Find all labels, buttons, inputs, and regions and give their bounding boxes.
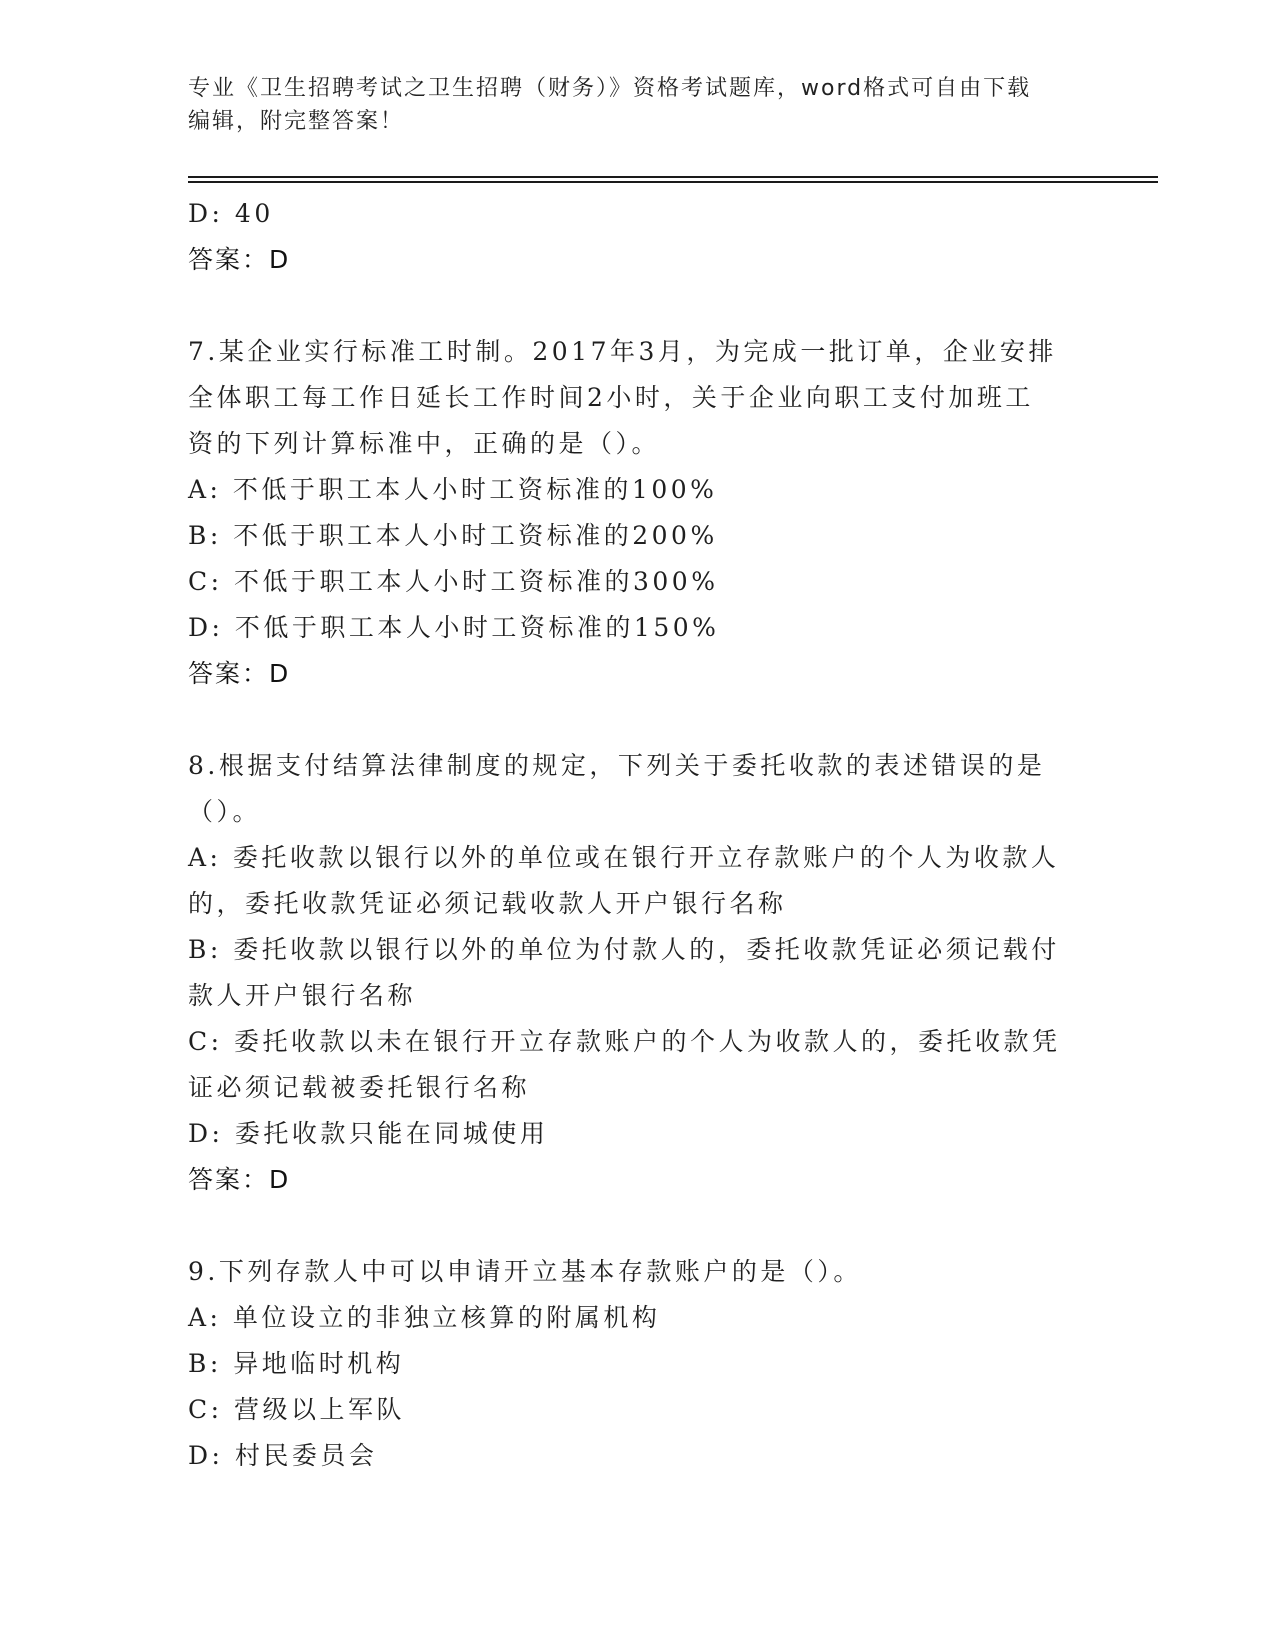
document-header [188,72,1068,138]
option-b: B: 委托收款以银行以外的单位为付款人的，委托收款凭证必须记载付 [188,935,1060,964]
option-d: D: 不低于职工本人小时工资标准的150% [188,613,720,642]
header-divider-top [188,176,1158,178]
question-8 [188,743,1088,1203]
question-list [188,191,1088,1479]
option-d: D: 村民委员会 [188,1441,378,1470]
option-d: D: 委托收款只能在同城使用 [188,1119,549,1148]
question-stem-line: 9.下列存款人中可以申请开立基本存款账户的是（）。 [188,1257,862,1286]
option-c: C: 不低于职工本人小时工资标准的300% [188,567,719,596]
previous-question-tail [188,191,1088,283]
header-line-1: 专业《卫生招聘考试之卫生招聘（财务）》资格考试题库，word格式可自由下载 [188,76,1032,101]
spacer [188,1203,1088,1249]
header-divider-bottom [188,181,1158,183]
header-line-2: 编辑，附完整答案！ [188,109,405,134]
option-b: B: 异地临时机构 [188,1349,405,1378]
question-7 [188,329,1088,697]
option-b-continued: 款人开户银行名称 [188,981,417,1010]
option-c: C: 委托收款以未在银行开立存款账户的个人为收款人的，委托收款凭 [188,1027,1061,1056]
question-stem-line: 资的下列计算标准中，正确的是（）。 [188,429,661,458]
option-a: A: 委托收款以银行以外的单位或在银行开立存款账户的个人为收款人 [188,843,1060,872]
question-stem-line: （）。 [188,797,262,826]
option-a: A: 不低于职工本人小时工资标准的100% [188,475,718,504]
option-a: A: 单位设立的非独立核算的附属机构 [188,1303,661,1332]
option-d: D: 40 [188,199,274,228]
option-c: C: 营级以上军队 [188,1395,405,1424]
answer-line: 答案：D [188,659,291,688]
option-a-continued: 的，委托收款凭证必须记载收款人开户银行名称 [188,889,787,918]
answer-line: 答案：D [188,245,291,274]
spacer [188,283,1088,329]
question-stem-line: 全体职工每工作日延长工作时间2小时，关于企业向职工支付加班工 [188,383,1034,412]
answer-line: 答案：D [188,1165,291,1194]
option-c-continued: 证必须记载被委托银行名称 [188,1073,531,1102]
option-b: B: 不低于职工本人小时工资标准的200% [188,521,718,550]
question-stem-line: 8.根据支付结算法律制度的规定，下列关于委托收款的表述错误的是 [188,751,1046,780]
question-stem-line: 7.某企业实行标准工时制。2017年3月，为完成一批订单，企业安排 [188,337,1057,366]
question-9 [188,1249,1088,1479]
spacer [188,697,1088,743]
